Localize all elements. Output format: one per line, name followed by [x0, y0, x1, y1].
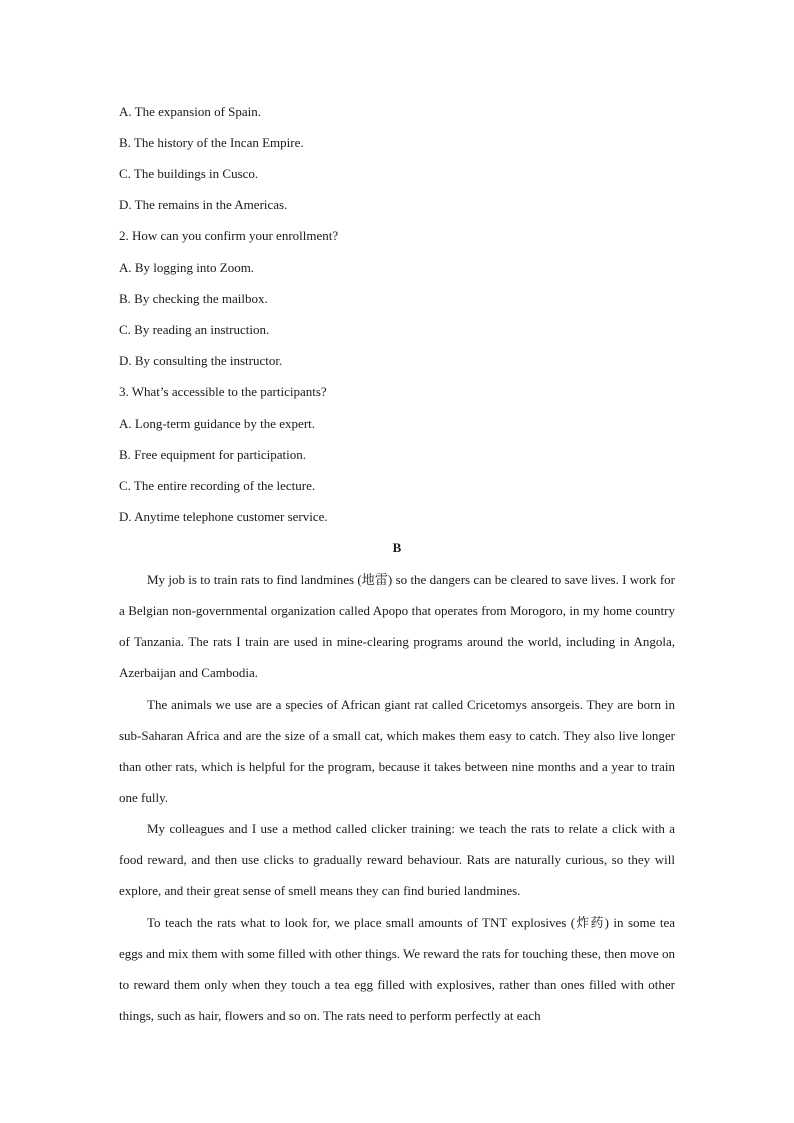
q3-option-c: C. The entire recording of the lecture. [119, 478, 316, 493]
q2-option-a: A. By logging into Zoom. [119, 260, 255, 275]
q1-option-a: A. The expansion of Spain. [119, 104, 262, 119]
paragraph-2: The animals we use are a species of African giant rat called Cricetomys ansorgeis. They are born in sub-Saharan Africa and are the size of a small cat, which makes them easy to catch. They also live longer than other rats, which is helpful for the program, because it takes between nine months and a year to train one fully. [119, 697, 675, 805]
paragraph-1: My job is to train rats to find landmines (地雷) so the dangers can be cleared to save lives. I work for a Belgian non-governmental organization called Apopo that operates from Morogoro, in my home country of Tanzania. The rats I train are used in mine-clearing programs around the world, including in Angola, Azerbaijan and Cambodia. [119, 572, 675, 680]
q2-option-d: D. By consulting the instructor. [119, 353, 283, 368]
q2-option-b: B. By checking the mailbox. [119, 291, 268, 306]
section-heading: B [392, 540, 402, 555]
q2-question: 2. How can you confirm your enrollment? [119, 228, 339, 243]
q3-question: 3. What’s accessible to the participants? [119, 384, 327, 399]
paragraph-4: To teach the rats what to look for, we place small amounts of TNT explosives (炸药) in some tea eggs and mix them with some filled with other things. We reward the rats for touching these, then move on to reward them only when they touch a tea egg filled with explosives, rather than ones filled with other things, such as hair, flowers and so on. The rats need to perform perfectly at each [119, 915, 675, 1023]
q3-option-a: A. Long-term guidance by the expert. [119, 416, 316, 431]
q3-option-b: B. Free equipment for participation. [119, 447, 307, 462]
q1-option-d: D. The remains in the Americas. [119, 197, 288, 212]
paragraph-3: My colleagues and I use a method called clicker training: we teach the rats to relate a click with a food reward, and then use clicks to gradually reward behaviour. Rats are naturally curious, so they will explore, and their great sense of smell means they can find buried landmines. [119, 821, 675, 898]
q1-option-b: B. The history of the Incan Empire. [119, 135, 304, 150]
q3-option-d: D. Anytime telephone customer service. [119, 509, 328, 524]
q1-option-c: C. The buildings in Cusco. [119, 166, 259, 181]
q2-option-c: C. By reading an instruction. [119, 322, 270, 337]
